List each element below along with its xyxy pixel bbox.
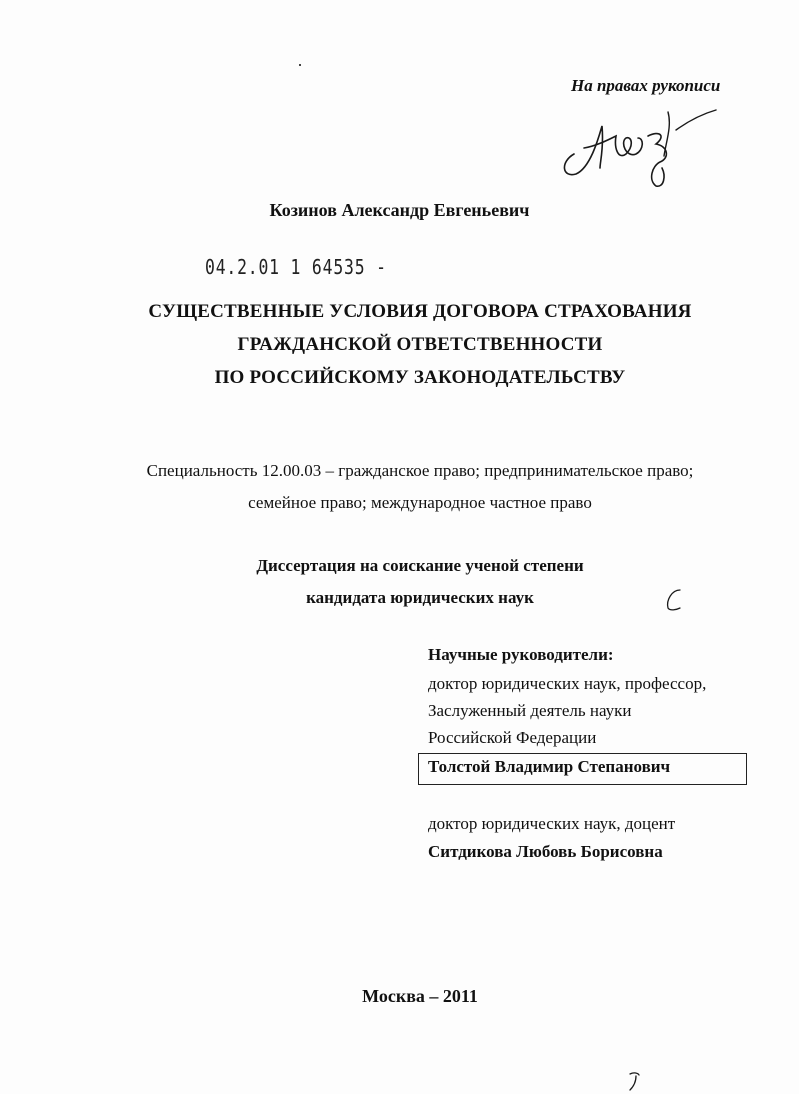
author-name: Козинов Александр Евгеньевич	[269, 200, 530, 220]
supervisor-2-name: Ситдикова Любовь Борисовна	[428, 842, 663, 861]
registration-stamp: 04.2.01 1 64535 -	[205, 255, 387, 279]
title-line-1: СУЩЕСТВЕННЫЕ УСЛОВИЯ ДОГОВОРА СТРАХОВАНИЯ	[148, 301, 692, 322]
city-year: Москва – 2011	[362, 986, 478, 1006]
supervisor-2-degree: доктор юридических наук, доцент	[428, 814, 676, 833]
supervisor-1-honor-line-1: Заслуженный деятель науки	[428, 701, 632, 720]
title-line-3: ПО РОССИЙСКОМУ ЗАКОНОДАТЕЛЬСТВУ	[214, 367, 626, 388]
supervisors-heading: Научные руководители:	[428, 645, 614, 664]
supervisor-1-name: Толстой Владимир Степанович	[428, 757, 671, 776]
rights-notice: На правах рукописи	[571, 76, 721, 95]
handwritten-signature	[556, 96, 726, 192]
supervisor-1-degree: доктор юридических наук, профессор,	[428, 674, 707, 693]
title-line-2: ГРАЖДАНСКОЙ ОТВЕТСТВЕННОСТИ	[237, 334, 603, 355]
handwritten-check-mark	[662, 586, 686, 612]
dissertation-line-1: Диссертация на соискание ученой степени	[256, 556, 584, 575]
dissertation-line-2: кандидата юридических наук	[306, 588, 534, 607]
specialty-line-2: семейное право; международное частное право	[248, 493, 592, 512]
handwritten-mark	[626, 1070, 642, 1092]
scan-speck	[299, 64, 301, 66]
specialty-line-1: Специальность 12.00.03 – гражданское право; предпринимательское право;	[146, 461, 694, 480]
supervisor-1-honor-line-2: Российской Федерации	[428, 728, 597, 747]
